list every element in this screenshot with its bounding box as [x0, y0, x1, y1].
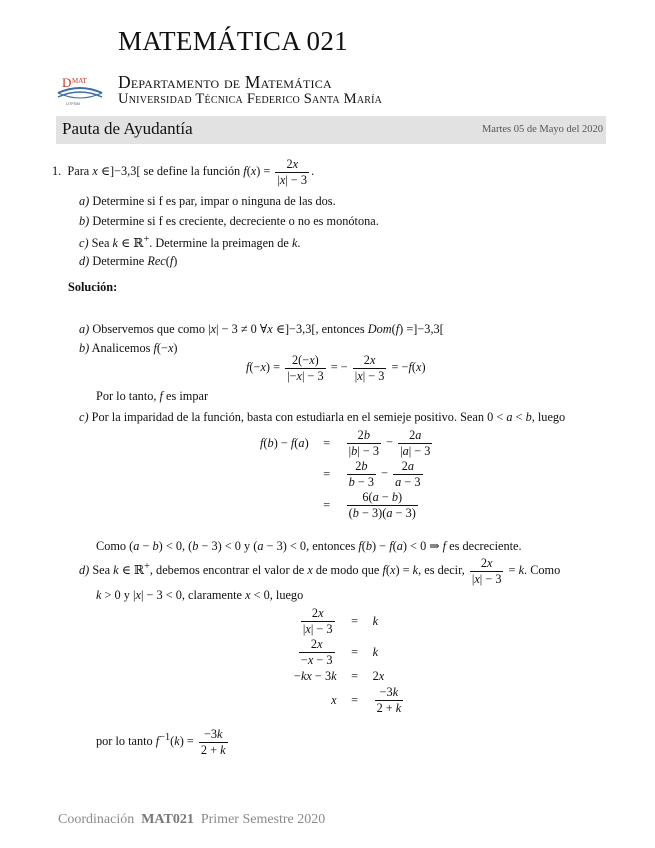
solution-d-final: por lo tanto $f^{-1}(k)$ = $\frac{-3k}{2 + k}$ [96, 727, 226, 757]
problem-item-b: b) Determine si f es creciente, decreciente o no es monótona. [79, 214, 379, 228]
dmat-logo [55, 73, 105, 107]
solution-d-line2: k > 0 y |x| − 3 < 0, claramente x < 0, luego [96, 588, 304, 602]
equation-inverse: $\frac{2x}{|x| - 3}$ = k $\frac{2x}{-x - 3}$ = k −kx − 3k = 2x x = $\frac{-3k}{2 + k}$ [294, 606, 402, 715]
solution-b-conclusion: Por lo tanto, f es impar [96, 389, 209, 403]
department-name: Departamento de Matemática [118, 72, 332, 92]
svg-text:D: D [62, 75, 72, 90]
banner-title: Pauta de Ayudantía [62, 119, 193, 138]
svg-text:UTFSM: UTFSM [66, 101, 80, 106]
solution-a: a) Observemos que como |x| − 3 ≠ 0 ∀x ∈]−3,3[, entonces Dom(f) =]−3,3[ [79, 322, 444, 336]
course-title: MATEMÁTICA 021 [118, 26, 348, 56]
banner-date: Martes 05 de Mayo del 2020 [481, 124, 603, 135]
university-name: Universidad Técnica Federico Santa María [118, 91, 383, 107]
problem-item-c: c) Sea k ∈ ℝ+. Determine la preimagen de k. [79, 234, 301, 251]
solution-heading: Solución: [68, 280, 118, 294]
problem-item-d: d) Determine Rec(f) [79, 254, 178, 268]
equation-odd: f(−x) = $\frac{2(-x)}{|-x| - 3}$ = − $\frac{2x}{|x| - 3}$ = −f(x) [246, 353, 426, 383]
svg-text:MAT: MAT [72, 77, 87, 85]
solution-c: c) Por la imparidad de la función, basta con estudiarla en el semieje positivo. Sean 0 < a < b, luego [79, 410, 566, 424]
problem-statement: 1. Para x ∈]−3,3[ se define la función f(x) = $\frac{2x}{|x| - 3}$ . [52, 157, 315, 187]
solution-b: b) Analicemos f(−x) [79, 341, 178, 355]
solution-c-conclusion: Como (a − b) < 0, (b − 3) < 0 y (a − 3) < 0, entonces f(b) − f(a) < 0 ⇒ f es decreciente. [96, 539, 522, 553]
footer: Coordinación MAT021 Primer Semestre 2020 [58, 812, 326, 827]
equation-decreasing: f(b) − f(a) = $\frac{2b}{|b| - 3}$ − $\frac{2a}{|a| - 3}$ = $\frac{2b}{b - 3}$ − $\frac{2a}{a - 3}$ = $\frac{6(a - b)}{(b - 3)(a - 3)}$ [260, 428, 431, 520]
solution-d: d) Sea k ∈ ℝ+, debemos encontrar el valor de x de modo que f(x) = k, es decir, $\frac{2x}{|x| - 3}$ = k. Como [79, 556, 561, 586]
problem-item-a: a) Determine si f es par, impar o ninguna de las dos. [79, 194, 336, 208]
